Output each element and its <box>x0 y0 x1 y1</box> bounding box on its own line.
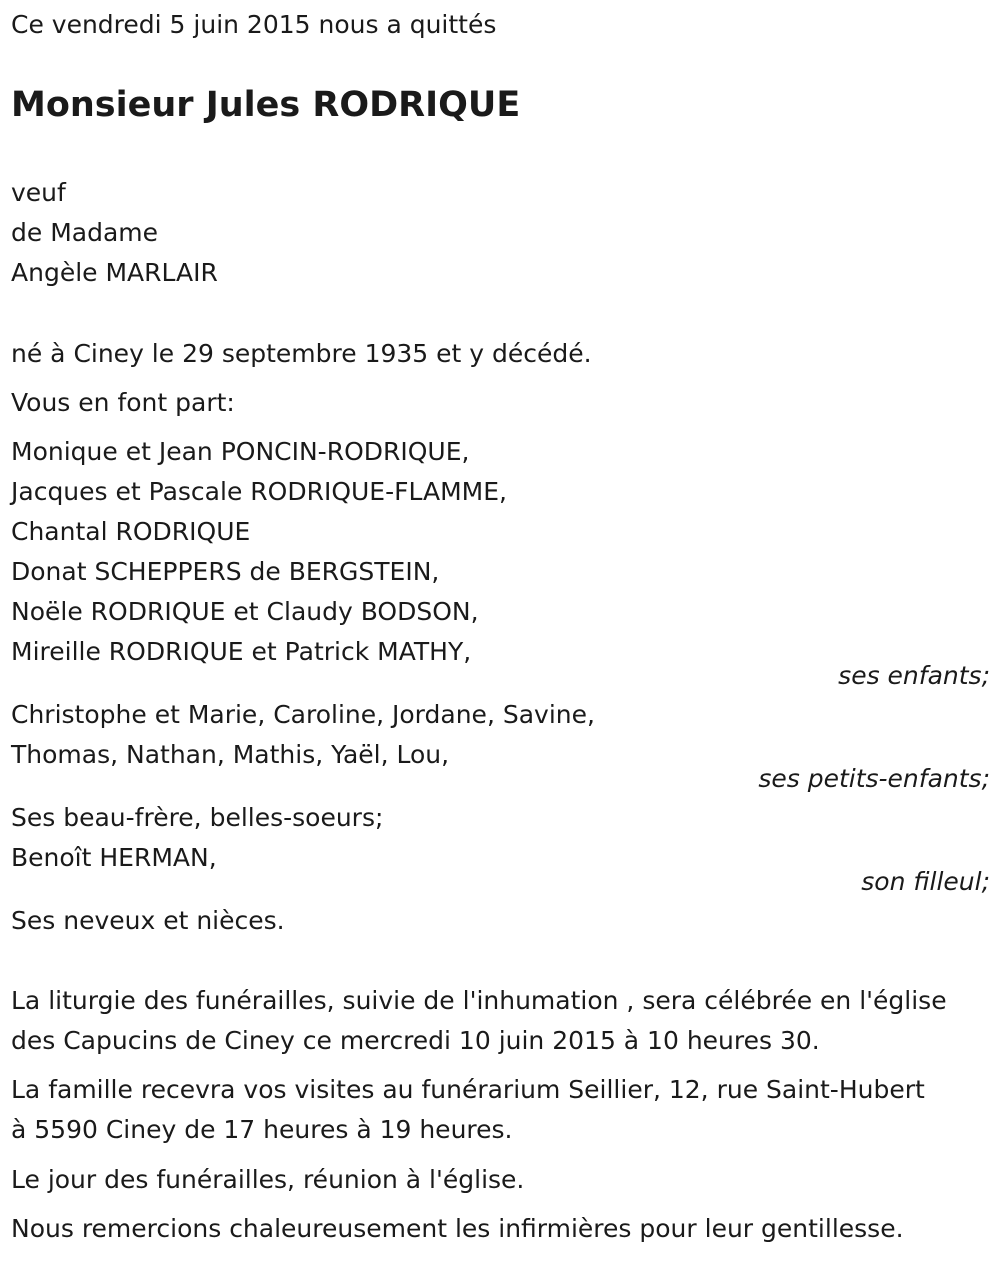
spouse-block <box>11 173 989 293</box>
thanks-text: Nous remercions chaleureusement les infirmières pour leur gentillesse. <box>11 1214 904 1243</box>
ceremony-line-2: des Capucins de Ciney ce mercredi 10 juin 2015 à 10 heures 30. <box>11 1026 820 1055</box>
visits-line-1: La famille recevra vos visites au funérarium Seillier, 12, rue Saint-Hubert <box>11 1075 925 1104</box>
child-name: Mireille RODRIQUE et Patrick MATHY, <box>11 637 472 666</box>
grandchild-names: Thomas, Nathan, Mathis, Yaël, Lou, <box>11 740 450 769</box>
child-name: Monique et Jean PONCIN-RODRIQUE, <box>11 437 470 466</box>
spouse-line-2: de Madame <box>11 218 159 247</box>
grandchildren-list <box>11 695 989 775</box>
meeting-text: Le jour des funérailles, réunion à l'église. <box>11 1165 525 1194</box>
visits-paragraph <box>11 1070 989 1150</box>
grandchildren-role: ses petits-enfants; <box>758 764 990 793</box>
visits-line-2: à 5590 Ciney de 17 heures à 19 heures. <box>11 1115 513 1144</box>
children-role: ses enfants; <box>838 661 990 690</box>
deceased-name: Monsieur Jules RODRIQUE <box>11 85 521 125</box>
children-list <box>11 432 989 672</box>
grandchild-names: Christophe et Marie, Caroline, Jordane, Savine, <box>11 700 595 729</box>
ceremony-line-1: La liturgie des funérailles, suivie de l'inhumation , sera célébrée en l'église <box>11 986 947 1015</box>
birth-text: né à Ciney le 29 septembre 1935 et y décédé. <box>11 339 592 368</box>
announce-text: Vous en font part: <box>11 388 235 417</box>
godson-name: Benoît HERMAN, <box>11 843 217 872</box>
spouse-line-3: Angèle MARLAIR <box>11 258 218 287</box>
child-name: Chantal RODRIQUE <box>11 517 251 546</box>
ceremony-paragraph <box>11 981 989 1061</box>
child-name: Noële RODRIQUE et Claudy BODSON, <box>11 597 479 626</box>
godson-role: son filleul; <box>861 867 990 896</box>
nephews-text: Ses neveux et nièces. <box>11 906 285 935</box>
inlaws-text: Ses beau-frère, belles-soeurs; <box>11 803 384 832</box>
spouse-line-1: veuf <box>11 178 66 207</box>
intro-text: Ce vendredi 5 juin 2015 nous a quittés <box>11 10 497 39</box>
child-name: Donat SCHEPPERS de BERGSTEIN, <box>11 557 440 586</box>
child-name: Jacques et Pascale RODRIQUE-FLAMME, <box>11 477 507 506</box>
